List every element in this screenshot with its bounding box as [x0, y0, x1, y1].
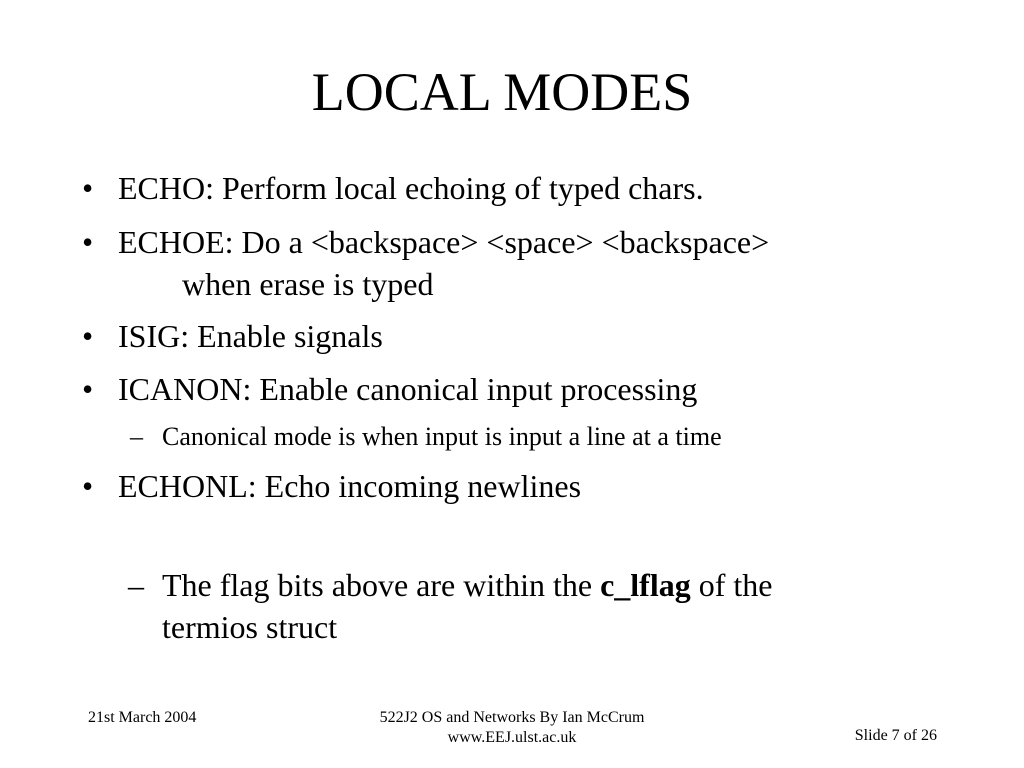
bullet-icanon: ICANON: Enable canonical input processing — [118, 371, 698, 407]
bullet-isig: ISIG: Enable signals — [118, 318, 383, 354]
footer-date: 21st March 2004 — [88, 709, 197, 726]
note-prefix: The flag bits above are within the — [162, 567, 601, 603]
note-line-1 — [162, 564, 772, 606]
footer-slide-number: Slide 7 of 26 — [854, 727, 937, 744]
footer-course-url: www.EEJ.ulst.ac.uk — [447, 729, 577, 746]
footer-course-title: 522J2 OS and Networks By Ian McCrum — [379, 709, 645, 726]
sub-bullet-marker: – — [130, 422, 143, 451]
bullet-marker: • — [82, 318, 94, 354]
note-suffix: of the — [690, 567, 773, 603]
footer-course — [380, 708, 645, 748]
bullet-echonl: ECHONL: Echo incoming newlines — [118, 468, 582, 504]
bullet-echo: ECHO: Perform local echoing of typed chars. — [118, 170, 704, 206]
bullet-marker: • — [82, 468, 94, 504]
note-line-2: termios struct — [162, 609, 338, 645]
slide-title: LOCAL MODES — [311, 62, 693, 122]
bullet-marker: • — [82, 224, 94, 260]
bullet-marker: • — [82, 170, 94, 206]
sub-bullet-canonical-mode: Canonical mode is when input is input a line at a time — [162, 422, 722, 451]
bullet-marker: • — [82, 371, 94, 407]
bullet-echoe: ECHOE: Do a <backspace> <space> <backspace> — [118, 224, 770, 260]
bullet-echoe-continuation: when erase is typed — [182, 266, 434, 302]
note-marker: – — [128, 567, 144, 603]
note-bold-term: c_lflag — [600, 567, 691, 603]
